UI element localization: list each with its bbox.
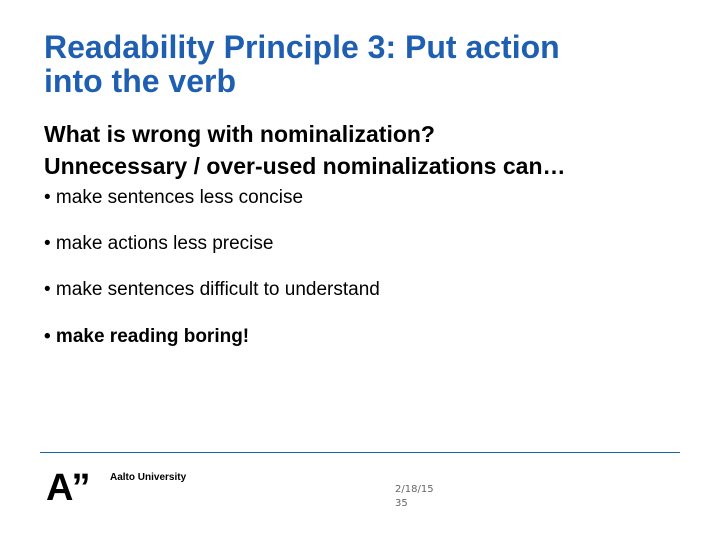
aalto-logo-mark: A” [46, 467, 89, 509]
slide-page-number: 35 [395, 498, 408, 509]
subheading-line-2: Unnecessary / over-used nominalizations can… [44, 153, 566, 179]
subheading [44, 118, 704, 182]
bullet-item: • make actions less precise [44, 233, 274, 254]
university-name: Aalto University [110, 472, 187, 483]
subheading-line-1: What is wrong with nominalization? [44, 121, 435, 147]
slide-date: 2/18/15 [395, 484, 434, 495]
bullet-item: • make reading boring! [44, 326, 250, 347]
title-line-2: into the verb [44, 63, 237, 99]
slide-title [44, 30, 684, 98]
bullet-item: • make sentences less concise [44, 187, 304, 208]
title-line-1: Readability Principle 3: Put action [44, 29, 560, 65]
footer-divider [40, 452, 680, 453]
bullet-item: • make sentences difficult to understand [44, 279, 380, 300]
